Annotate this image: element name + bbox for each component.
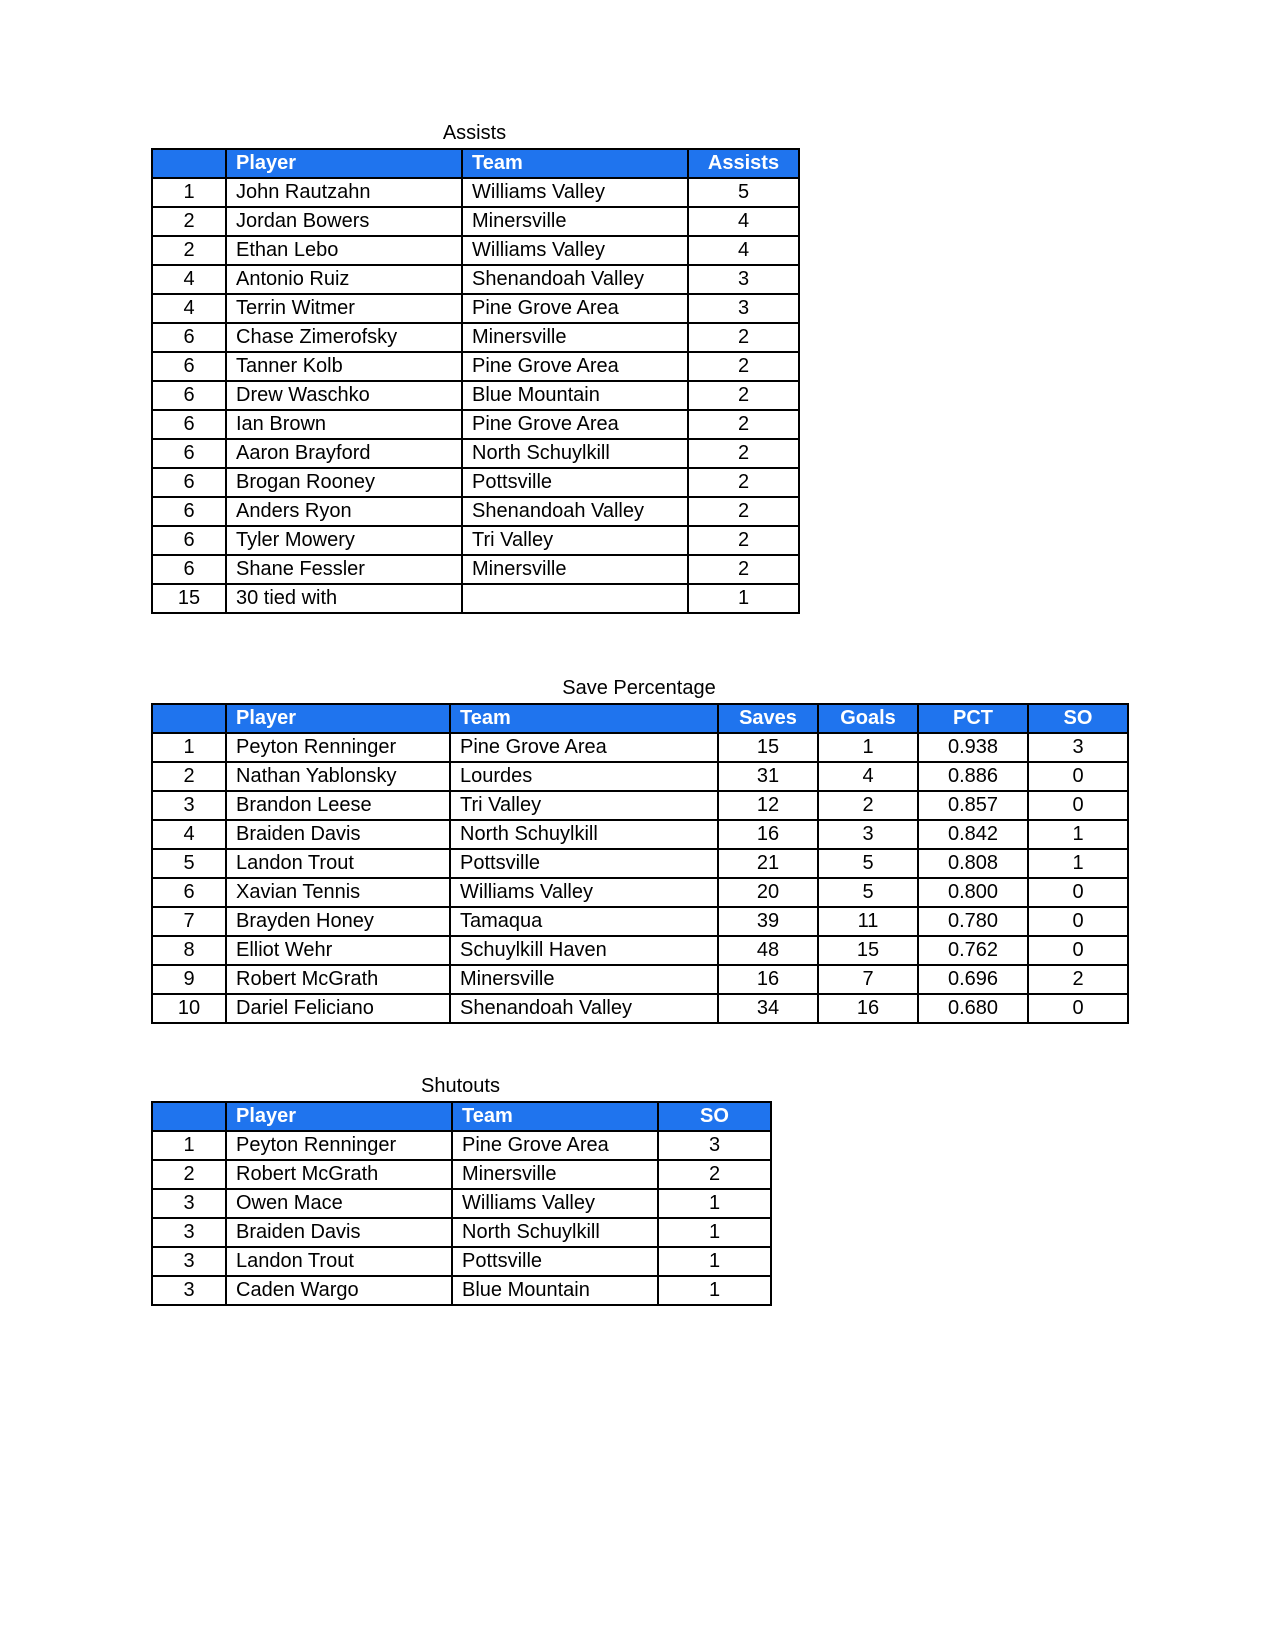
- goals-header: Goals: [818, 704, 918, 733]
- team-cell: Williams Valley: [452, 1189, 658, 1218]
- table-row: [152, 236, 799, 265]
- team-cell: Pottsville: [462, 468, 688, 497]
- pct-cell: 0.762: [918, 936, 1028, 965]
- so-cell: 0: [1028, 907, 1128, 936]
- so-cell: 1: [658, 1276, 771, 1305]
- table-row: [152, 439, 799, 468]
- player-header: Player: [226, 1102, 452, 1131]
- player-cell: Chase Zimerofsky: [226, 323, 462, 352]
- pct-cell: 0.938: [918, 733, 1028, 762]
- so-cell: 2: [1028, 965, 1128, 994]
- team-cell: Shenandoah Valley: [462, 265, 688, 294]
- shutouts-title: Shutouts: [421, 1075, 500, 1097]
- player-cell: Robert McGrath: [226, 1160, 452, 1189]
- team-cell: Pine Grove Area: [452, 1131, 658, 1160]
- rank-cell: 2: [152, 207, 226, 236]
- rank-cell: 4: [152, 820, 226, 849]
- saves-header: Saves: [718, 704, 818, 733]
- table-row: [152, 265, 799, 294]
- assists-cell: 2: [688, 555, 799, 584]
- pct-cell: 0.696: [918, 965, 1028, 994]
- table-row: [152, 878, 1128, 907]
- saves-cell: 15: [718, 733, 818, 762]
- team-header: Team: [452, 1102, 658, 1131]
- so-cell: 1: [658, 1247, 771, 1276]
- pct-cell: 0.842: [918, 820, 1028, 849]
- rank-cell: 6: [152, 555, 226, 584]
- player-cell: Braiden Davis: [226, 1218, 452, 1247]
- rank-cell: 6: [152, 878, 226, 907]
- player-cell: Nathan Yablonsky: [226, 762, 450, 791]
- table-row: [152, 584, 799, 613]
- team-cell: Pine Grove Area: [462, 410, 688, 439]
- player-cell: Tanner Kolb: [226, 352, 462, 381]
- team-cell: Pottsville: [452, 1247, 658, 1276]
- rank-cell: 3: [152, 1276, 226, 1305]
- player-cell: Caden Wargo: [226, 1276, 452, 1305]
- player-cell: Brayden Honey: [226, 907, 450, 936]
- player-cell: Aaron Brayford: [226, 439, 462, 468]
- team-cell: Lourdes: [450, 762, 718, 791]
- player-cell: Ian Brown: [226, 410, 462, 439]
- table-row: [152, 733, 1128, 762]
- goals-cell: 5: [818, 878, 918, 907]
- rank-cell: 2: [152, 762, 226, 791]
- assists-cell: 2: [688, 439, 799, 468]
- saves-cell: 20: [718, 878, 818, 907]
- team-cell: Williams Valley: [462, 236, 688, 265]
- pct-header: PCT: [918, 704, 1028, 733]
- so-cell: 0: [1028, 936, 1128, 965]
- so-cell: 3: [1028, 733, 1128, 762]
- assists-cell: 2: [688, 323, 799, 352]
- table-row: [152, 1131, 771, 1160]
- table-row: [152, 207, 799, 236]
- shutouts-header-row: [152, 1102, 771, 1131]
- rank-cell: 6: [152, 323, 226, 352]
- rank-cell: 1: [152, 1131, 226, 1160]
- table-row: [152, 762, 1128, 791]
- rank-cell: 3: [152, 1247, 226, 1276]
- assists-header: Assists: [688, 149, 799, 178]
- table-row: [152, 526, 799, 555]
- player-cell: Peyton Renninger: [226, 1131, 452, 1160]
- rank-cell: 6: [152, 381, 226, 410]
- saves-cell: 12: [718, 791, 818, 820]
- so-cell: 1: [658, 1218, 771, 1247]
- so-cell: 0: [1028, 878, 1128, 907]
- team-header: Team: [462, 149, 688, 178]
- player-cell: Landon Trout: [226, 1247, 452, 1276]
- rank-header: [152, 1102, 226, 1131]
- team-cell: North Schuylkill: [462, 439, 688, 468]
- table-row: [152, 381, 799, 410]
- player-cell: Jordan Bowers: [226, 207, 462, 236]
- player-cell: Ethan Lebo: [226, 236, 462, 265]
- player-cell: Brogan Rooney: [226, 468, 462, 497]
- table-row: [152, 1247, 771, 1276]
- team-cell: Schuylkill Haven: [450, 936, 718, 965]
- table-row: [152, 555, 799, 584]
- goals-cell: 16: [818, 994, 918, 1023]
- team-cell: Pine Grove Area: [462, 352, 688, 381]
- assists-cell: 2: [688, 497, 799, 526]
- assists-title: Assists: [442, 122, 507, 144]
- save-percentage-body: [152, 733, 1128, 1023]
- assists-table: [151, 148, 800, 614]
- saves-cell: 34: [718, 994, 818, 1023]
- rank-cell: 2: [152, 236, 226, 265]
- goals-cell: 5: [818, 849, 918, 878]
- table-row: [152, 410, 799, 439]
- team-cell: Pine Grove Area: [462, 294, 688, 323]
- table-row: [152, 820, 1128, 849]
- rank-cell: 6: [152, 439, 226, 468]
- team-cell: Blue Mountain: [452, 1276, 658, 1305]
- team-cell: Blue Mountain: [462, 381, 688, 410]
- rank-cell: 6: [152, 468, 226, 497]
- pct-cell: 0.800: [918, 878, 1028, 907]
- assists-cell: 4: [688, 236, 799, 265]
- rank-cell: 1: [152, 733, 226, 762]
- assists-body: [152, 178, 799, 613]
- pct-cell: 0.808: [918, 849, 1028, 878]
- rank-cell: 6: [152, 526, 226, 555]
- saves-cell: 21: [718, 849, 818, 878]
- pct-cell: 0.886: [918, 762, 1028, 791]
- pct-cell: 0.857: [918, 791, 1028, 820]
- rank-cell: 2: [152, 1160, 226, 1189]
- player-cell: Terrin Witmer: [226, 294, 462, 323]
- goals-cell: 7: [818, 965, 918, 994]
- team-cell: Shenandoah Valley: [462, 497, 688, 526]
- assists-header-row: [152, 149, 799, 178]
- team-cell: Pottsville: [450, 849, 718, 878]
- rank-cell: 4: [152, 294, 226, 323]
- table-row: [152, 1276, 771, 1305]
- team-cell: North Schuylkill: [450, 820, 718, 849]
- rank-header: [152, 704, 226, 733]
- rank-cell: 9: [152, 965, 226, 994]
- saves-cell: 48: [718, 936, 818, 965]
- player-cell: Shane Fessler: [226, 555, 462, 584]
- rank-cell: 6: [152, 352, 226, 381]
- goals-cell: 4: [818, 762, 918, 791]
- table-row: [152, 907, 1128, 936]
- team-cell: Pine Grove Area: [450, 733, 718, 762]
- player-cell: Landon Trout: [226, 849, 450, 878]
- goals-cell: 3: [818, 820, 918, 849]
- rank-cell: 3: [152, 1218, 226, 1247]
- rank-cell: 6: [152, 497, 226, 526]
- pct-cell: 0.780: [918, 907, 1028, 936]
- assists-cell: 2: [688, 410, 799, 439]
- save-percentage-title: Save Percentage: [562, 677, 716, 699]
- rank-cell: 10: [152, 994, 226, 1023]
- team-cell: North Schuylkill: [452, 1218, 658, 1247]
- table-row: [152, 497, 799, 526]
- player-cell: Braiden Davis: [226, 820, 450, 849]
- saves-cell: 31: [718, 762, 818, 791]
- player-cell: Brandon Leese: [226, 791, 450, 820]
- player-cell: John Rautzahn: [226, 178, 462, 207]
- assists-cell: 2: [688, 468, 799, 497]
- so-cell: 2: [658, 1160, 771, 1189]
- team-cell: [462, 584, 688, 613]
- save-percentage-table: [151, 703, 1129, 1024]
- assists-cell: 2: [688, 352, 799, 381]
- shutouts-body: [152, 1131, 771, 1305]
- rank-cell: 4: [152, 265, 226, 294]
- rank-cell: 8: [152, 936, 226, 965]
- table-row: [152, 323, 799, 352]
- so-header: SO: [658, 1102, 771, 1131]
- player-cell: 30 tied with: [226, 584, 462, 613]
- player-header: Player: [226, 704, 450, 733]
- rank-cell: 5: [152, 849, 226, 878]
- pct-cell: 0.680: [918, 994, 1028, 1023]
- assists-cell: 2: [688, 381, 799, 410]
- so-header: SO: [1028, 704, 1128, 733]
- table-row: [152, 791, 1128, 820]
- player-cell: Xavian Tennis: [226, 878, 450, 907]
- goals-cell: 11: [818, 907, 918, 936]
- goals-cell: 15: [818, 936, 918, 965]
- team-cell: Minersville: [450, 965, 718, 994]
- player-cell: Anders Ryon: [226, 497, 462, 526]
- player-cell: Antonio Ruiz: [226, 265, 462, 294]
- so-cell: 1: [1028, 820, 1128, 849]
- player-cell: Tyler Mowery: [226, 526, 462, 555]
- so-cell: 3: [658, 1131, 771, 1160]
- so-cell: 0: [1028, 994, 1128, 1023]
- player-header: Player: [226, 149, 462, 178]
- team-cell: Minersville: [452, 1160, 658, 1189]
- goals-cell: 1: [818, 733, 918, 762]
- table-row: [152, 994, 1128, 1023]
- player-cell: Elliot Wehr: [226, 936, 450, 965]
- table-row: [152, 178, 799, 207]
- saves-cell: 16: [718, 820, 818, 849]
- table-row: [152, 1160, 771, 1189]
- saves-cell: 16: [718, 965, 818, 994]
- player-cell: Drew Waschko: [226, 381, 462, 410]
- team-cell: Tamaqua: [450, 907, 718, 936]
- assists-cell: 1: [688, 584, 799, 613]
- rank-header: [152, 149, 226, 178]
- so-cell: 1: [1028, 849, 1128, 878]
- table-row: [152, 1218, 771, 1247]
- assists-cell: 4: [688, 207, 799, 236]
- so-cell: 0: [1028, 791, 1128, 820]
- assists-cell: 3: [688, 265, 799, 294]
- rank-cell: 6: [152, 410, 226, 439]
- table-row: [152, 965, 1128, 994]
- player-cell: Robert McGrath: [226, 965, 450, 994]
- team-cell: Tri Valley: [462, 526, 688, 555]
- goals-cell: 2: [818, 791, 918, 820]
- rank-cell: 1: [152, 178, 226, 207]
- team-header: Team: [450, 704, 718, 733]
- team-cell: Williams Valley: [450, 878, 718, 907]
- team-cell: Minersville: [462, 555, 688, 584]
- table-row: [152, 352, 799, 381]
- assists-cell: 2: [688, 526, 799, 555]
- team-cell: Minersville: [462, 207, 688, 236]
- table-row: [152, 468, 799, 497]
- rank-cell: 3: [152, 1189, 226, 1218]
- shutouts-table: [151, 1101, 772, 1306]
- rank-cell: 15: [152, 584, 226, 613]
- save-percentage-header-row: [152, 704, 1128, 733]
- rank-cell: 7: [152, 907, 226, 936]
- player-cell: Peyton Renninger: [226, 733, 450, 762]
- so-cell: 0: [1028, 762, 1128, 791]
- assists-cell: 3: [688, 294, 799, 323]
- table-row: [152, 936, 1128, 965]
- table-row: [152, 849, 1128, 878]
- team-cell: Minersville: [462, 323, 688, 352]
- table-row: [152, 1189, 771, 1218]
- team-cell: Tri Valley: [450, 791, 718, 820]
- player-cell: Owen Mace: [226, 1189, 452, 1218]
- table-row: [152, 294, 799, 323]
- assists-cell: 5: [688, 178, 799, 207]
- team-cell: Williams Valley: [462, 178, 688, 207]
- rank-cell: 3: [152, 791, 226, 820]
- so-cell: 1: [658, 1189, 771, 1218]
- team-cell: Shenandoah Valley: [450, 994, 718, 1023]
- player-cell: Dariel Feliciano: [226, 994, 450, 1023]
- saves-cell: 39: [718, 907, 818, 936]
